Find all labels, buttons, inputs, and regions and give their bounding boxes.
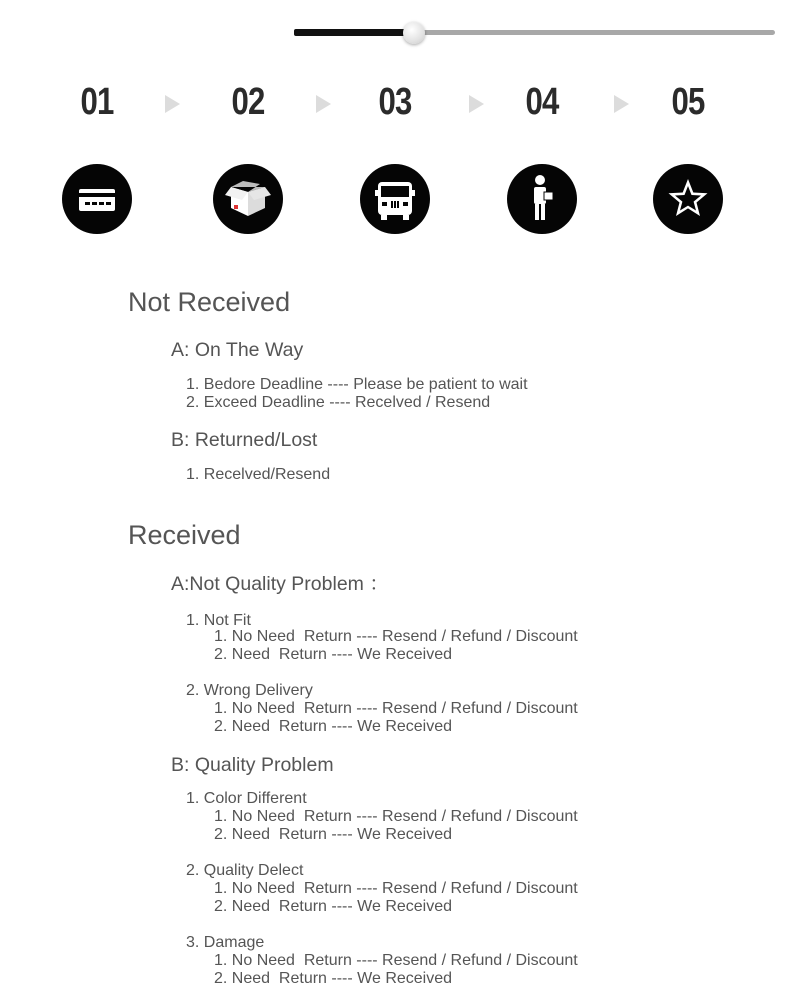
- list-item: 1. No Need Return ---- Resend / Refund / Discount: [214, 952, 578, 969]
- progress-slider[interactable]: [294, 24, 775, 42]
- list-item: 1. No Need Return ---- Resend / Refund / Discount: [214, 808, 578, 825]
- list-item: 1. Color Different: [186, 790, 307, 807]
- subsection-title-quality-problem: B: Quality Problem: [171, 754, 334, 776]
- step-arrow-icon: [614, 95, 629, 113]
- list-item: 2. Need Return ---- We Received: [214, 898, 453, 915]
- credit-card-icon: [62, 164, 132, 234]
- slider-thumb[interactable]: [403, 22, 425, 44]
- step-arrow-icon: [316, 95, 331, 113]
- list-item: 1. No Need Return ---- Resend / Refund / Discount: [214, 628, 578, 645]
- list-item: 3. Damage: [186, 934, 265, 951]
- section-title-not-received: Not Received: [128, 287, 291, 317]
- step-arrow-icon: [165, 95, 180, 113]
- list-item: 1. No Need Return ---- Resend / Refund / Discount: [214, 880, 578, 897]
- list-item: 1. Bedore Deadline ---- Please be patient to wait: [186, 376, 528, 393]
- delivery-truck-icon: [360, 164, 430, 234]
- list-item: 2. Wrong Delivery: [186, 682, 313, 699]
- step-number: 05: [671, 81, 705, 123]
- list-item: 1. Recelved/Resend: [186, 466, 331, 483]
- list-item: 2. Need Return ---- We Received: [214, 646, 453, 663]
- list-item: 1. No Need Return ---- Resend / Refund / Discount: [214, 700, 578, 717]
- list-item: 2. Need Return ---- We Received: [214, 718, 453, 735]
- step-number: 03: [378, 81, 412, 123]
- step-3: [335, 80, 455, 124]
- person-with-package-icon: [507, 164, 577, 234]
- step-4: [482, 80, 602, 124]
- list-item: 1. Not Fit: [186, 612, 251, 629]
- step-5: [628, 80, 748, 124]
- step-number: 04: [525, 81, 559, 123]
- open-box-icon: [213, 164, 283, 234]
- subsection-title-not-quality-problem: A:Not Quality Problem ：: [171, 573, 389, 595]
- section-title-received: Received: [128, 520, 241, 550]
- subsection-title-returned-lost: B: Returned/Lost: [171, 429, 318, 451]
- step-number: 02: [231, 81, 265, 123]
- list-item: 2. Need Return ---- We Received: [214, 826, 453, 843]
- slider-fill: [294, 29, 414, 36]
- subsection-title-on-the-way: A: On The Way: [171, 339, 304, 361]
- list-item: 2. Need Return ---- We Received: [214, 970, 453, 987]
- step-number: 01: [80, 81, 114, 123]
- step-2: [188, 80, 308, 124]
- list-item: 2. Quality Delect: [186, 862, 304, 879]
- star-icon: [653, 164, 723, 234]
- step-1: [37, 80, 157, 124]
- list-item: 2. Exceed Deadline ---- Recelved / Resend: [186, 394, 491, 411]
